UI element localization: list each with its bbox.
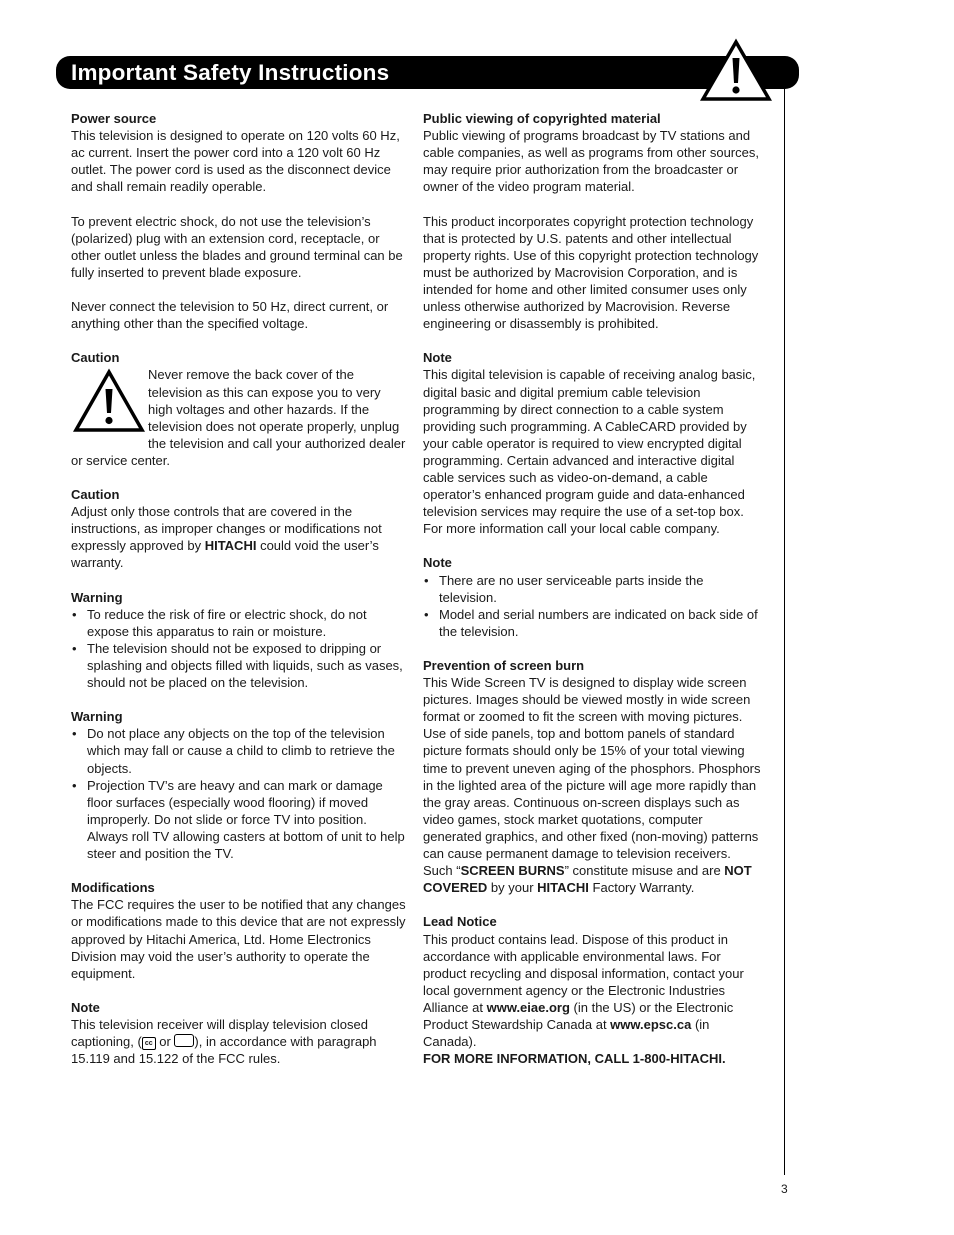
section-heading: Prevention of screen burn bbox=[423, 658, 585, 673]
paragraph: Never remove the back cover of the television as this can expose you to very high voltages and other hazards. If the television does not operate properly, unplug the television and call your authorized dealer or service center. bbox=[71, 367, 406, 468]
text: by your bbox=[487, 880, 538, 896]
text: ” constitute misuse and are bbox=[564, 863, 725, 879]
paragraph bbox=[423, 931, 763, 1051]
paragraph bbox=[71, 503, 407, 571]
section-heading: Note bbox=[423, 350, 452, 366]
section-heading: Power source bbox=[71, 111, 157, 126]
section-modifications bbox=[71, 879, 407, 982]
section-heading: Public viewing of copyrighted material bbox=[423, 111, 661, 126]
section-note-cable bbox=[423, 349, 763, 537]
paragraph: To prevent electric shock, do not use the television’s (polarized) plug with an extension cord, receptacle, or other outlet unless the blades and ground terminal can be fully inserted to prevent blade exposure. bbox=[71, 213, 403, 280]
section-heading: Warning bbox=[71, 589, 123, 605]
text: This product contains lead. Dispose of this product in accordance with applicable environmental laws. For product recycling and disposal information, contact your local government agency or the Electronic Industries Alliance at bbox=[423, 931, 744, 1015]
margin-rule bbox=[784, 89, 785, 1175]
tv-screen-icon bbox=[174, 1034, 194, 1047]
bullet-list bbox=[71, 606, 407, 691]
page-number: 3 bbox=[781, 1182, 788, 1196]
url-epsc: www.epsc.ca bbox=[610, 1016, 692, 1032]
paragraph: This digital television is capable of receiving analog basic, digital basic and digital premium cable television programming by direct connection to a cable system providing such programming. A CableCARD provided by your cable operator is required to view encrypted digital programming. Certain advanced and interactive digital cable services such as video-on-demand, a cable operator’s enhanced program guide and data-enhanced television services may require the use of a set-top box. For more information call your local cable company. bbox=[423, 367, 756, 537]
paragraph: This television is designed to operate on 120 volts 60 Hz, ac current. Insert the power cord into a 120 volt 60 Hz outlet. The power cord is used as the disconnect device and shall remain readily operable. bbox=[71, 128, 400, 195]
text: (in the US) or the Electronic Product Stewardship Canada at bbox=[423, 999, 734, 1032]
section-caution-1 bbox=[71, 349, 407, 469]
paragraph bbox=[71, 1016, 407, 1067]
text: ), in accordance with paragraph 15.119 and 15.122 of the FCC rules. bbox=[71, 1034, 377, 1067]
bullet-list bbox=[71, 725, 407, 862]
text: This Wide Screen TV is designed to display wide screen pictures. Images should be viewed mostly in wide screen format or zoomed to fit the screen with moving pictures. Use of side panels, top and bottom panels of standard picture formats should only be 15% of your total viewing time to prevent uneven aging of the phosphors. Phosphors in the lighted area of the picture will age more rapidly than the gray areas. Continuous on-screen displays such as video games, stock market quotations, computer generated graphics, and other fixed (non-moving) patterns can cause permanent damage to television receivers. Such “ bbox=[423, 675, 761, 879]
paragraph: Public viewing of programs broadcast by TV stations and cable companies, as well as programs from other sources, may require prior authorization from the broadcaster or owner of the video program material. bbox=[423, 128, 759, 195]
text: This television receiver will display television closed captioning, ( bbox=[71, 1016, 368, 1050]
warning-triangle-icon bbox=[71, 367, 148, 435]
section-caution-2 bbox=[71, 486, 407, 571]
section-heading: Note bbox=[423, 555, 452, 571]
call-line: FOR MORE INFORMATION, CALL 1-800-HITACHI. bbox=[423, 1051, 726, 1067]
text: Factory Warranty. bbox=[588, 880, 695, 896]
text: or bbox=[155, 1034, 175, 1050]
section-heading: Modifications bbox=[71, 880, 155, 896]
paragraph: The FCC requires the user to be notified that any changes or modifications made to this device that are not expressly approved by Hitachi America, Ltd. Home Electronics Division may void the user’s authority to operate the equipment. bbox=[71, 897, 406, 981]
list-item: • To reduce the risk of fire or electric shock, do not expose this apparatus to rain or moisture. bbox=[71, 606, 407, 640]
list-item: • Projection TV’s are heavy and can mark or damage floor surfaces (especially wood flooring) if moved improperly. Do not slide or force TV into position. Always roll TV allowing casters at bottom of unit to help steer and position the TV. bbox=[71, 777, 407, 862]
section-lead-notice bbox=[423, 913, 763, 1067]
brand-name: HITACHI bbox=[204, 538, 257, 554]
bullet-list bbox=[423, 572, 763, 640]
list-item: • There are no user serviceable parts inside the television. bbox=[423, 572, 763, 606]
page-title: Important Safety Instructions bbox=[71, 60, 390, 85]
paragraph: This product incorporates copyright protection technology that is protected by U.S. patents and other intellectual property rights. Use of this copyright protection technology must be authorized by Macrovision Corporation, and is intended for home and other limited consumer uses only unless otherwise authorized by Macrovision. Reverse engineering or disassembly is prohibited. bbox=[423, 213, 759, 332]
left-column bbox=[71, 110, 407, 1084]
list-item: • The television should not be exposed to dripping or splashing and objects filled with liquids, such as vases, should not be placed on the television. bbox=[71, 640, 407, 691]
section-note-cc bbox=[71, 999, 407, 1067]
section-heading: Caution bbox=[71, 487, 120, 503]
paragraph bbox=[423, 674, 763, 896]
section-heading: Note bbox=[71, 999, 100, 1015]
text: Adjust only those controls that are covered in the instructions, as improper changes or modifications not expressly approved by bbox=[71, 504, 382, 554]
text: (in Canada). bbox=[423, 1016, 710, 1050]
closed-caption-icon: cc bbox=[142, 1037, 156, 1050]
section-heading: Caution bbox=[71, 350, 120, 366]
paragraph: Never connect the television to 50 Hz, direct current, or anything other than the specified voltage. bbox=[71, 299, 389, 332]
emphasis: SCREEN BURNS bbox=[460, 863, 565, 879]
section-heading: Warning bbox=[71, 709, 123, 725]
brand-name: HITACHI bbox=[537, 880, 589, 896]
section-heading: Lead Notice bbox=[423, 914, 497, 930]
section-warning-1 bbox=[71, 589, 407, 692]
warning-triangle-icon bbox=[700, 38, 772, 102]
section-screen-burn bbox=[423, 657, 763, 896]
text: could void the user’s warranty. bbox=[71, 538, 379, 571]
list-item: • Model and serial numbers are indicated on back side of the television. bbox=[423, 606, 763, 640]
section-public-viewing bbox=[423, 110, 763, 332]
emphasis: NOT COVERED bbox=[423, 863, 752, 896]
section-power-source bbox=[71, 110, 407, 332]
list-item: • Do not place any objects on the top of the television which may fall or cause a child to climb to retrieve the objects. bbox=[71, 725, 407, 776]
section-note-parts bbox=[423, 554, 763, 639]
url-eiae: www.eiae.org bbox=[486, 999, 570, 1015]
right-column bbox=[423, 110, 763, 1084]
section-warning-2 bbox=[71, 708, 407, 862]
